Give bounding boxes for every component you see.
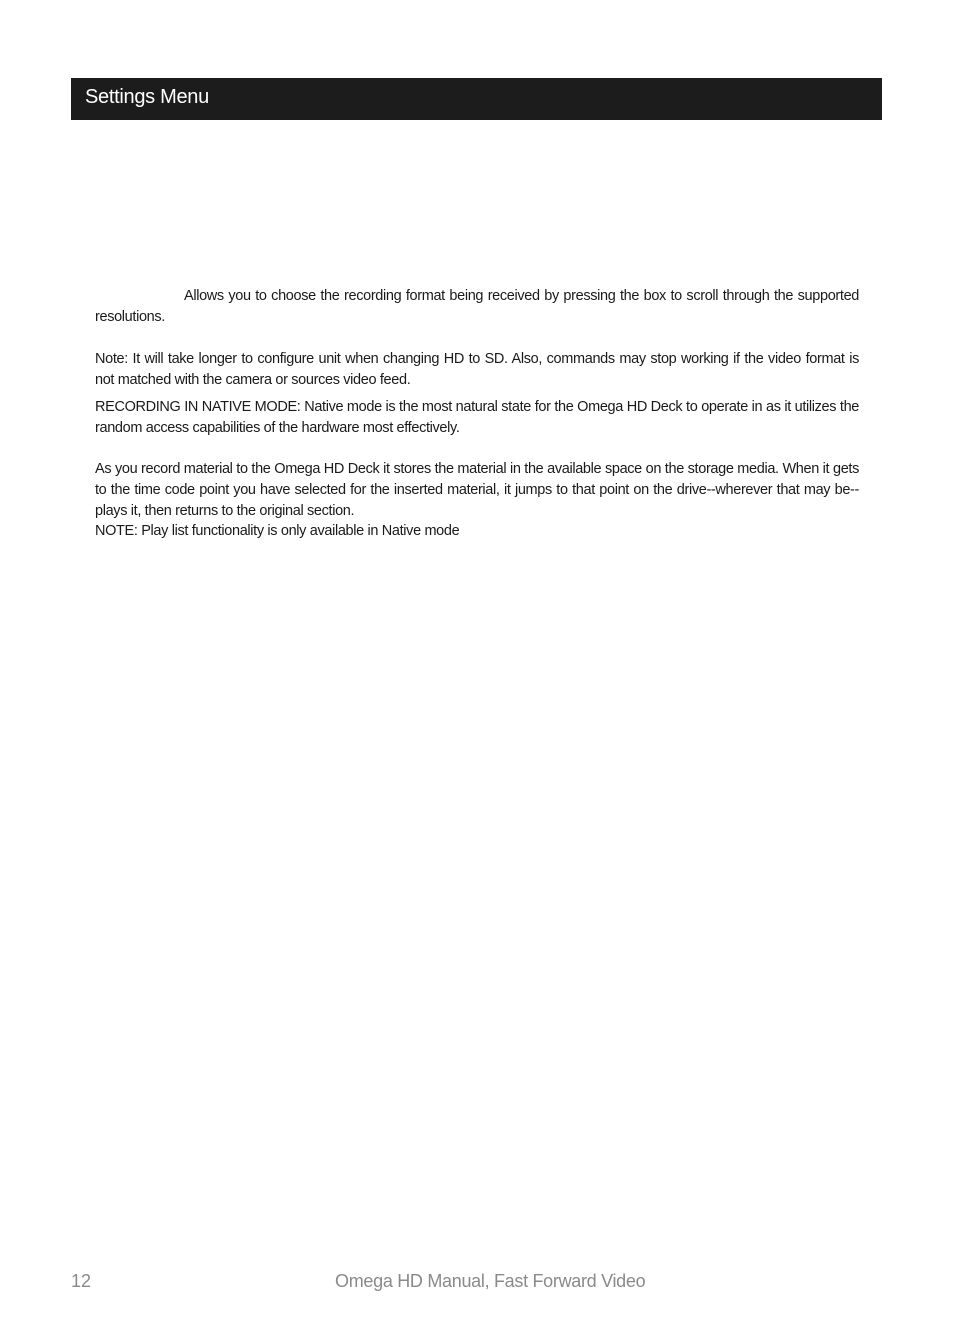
section-title: Settings Menu — [85, 86, 209, 108]
playlist-native-mode-note: NOTE: Play list functionality is only available in Native mode — [95, 523, 460, 539]
recording-storage-description: As you record material to the Omega HD Deck it stores the material in the available space on the storage media. When it gets to the time code point you have selected for the inserted material, it jumps to that point on the drive--wherever that may be--plays it, then returns to the original section. — [95, 461, 859, 519]
section-header-bar — [71, 78, 882, 120]
footer-document-title: Omega HD Manual, Fast Forward Video — [335, 1271, 646, 1291]
recording-format-description: Allows you to choose the recording format being received by pressing the box to scroll through the supported resolutions. — [95, 288, 859, 325]
native-mode-description: RECORDING IN NATIVE MODE: Native mode is the most natural state for the Omega HD Deck to operate in as it utilizes the random access capabilities of the hardware most effectively. — [95, 399, 859, 436]
page-number: 12 — [71, 1271, 92, 1291]
format-change-note: Note: It will take longer to configure unit when changing HD to SD. Also, commands may stop working if the video format is not matched with the camera or sources video feed. — [95, 351, 859, 388]
